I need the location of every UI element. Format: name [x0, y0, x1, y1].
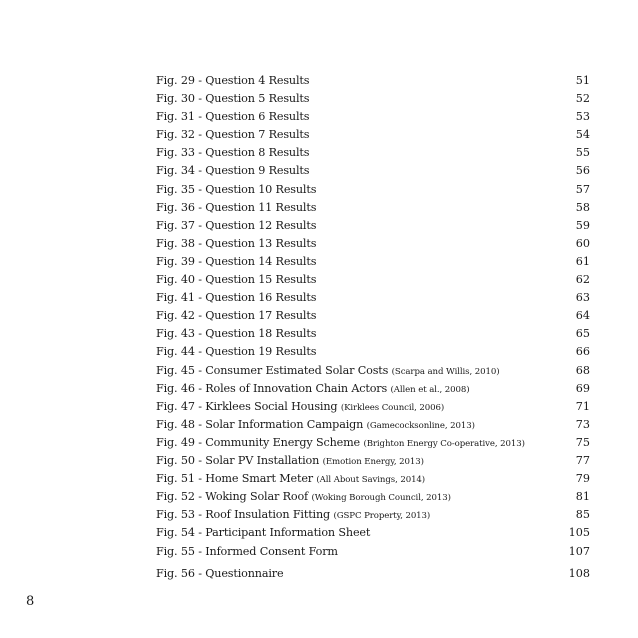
toc-entry — [156, 416, 590, 434]
toc-entry-title: Fig. 56 - Questionnaire — [156, 566, 284, 580]
toc-entry — [156, 434, 590, 452]
toc-entry — [156, 362, 590, 380]
toc-entry-label — [156, 452, 424, 471]
toc-entry-page: 59 — [575, 218, 590, 232]
toc-entry-label — [156, 271, 316, 289]
toc-entry — [156, 181, 590, 199]
toc-entry — [156, 452, 590, 470]
toc-entry-title: Fig. 43 - Question 18 Results — [156, 327, 317, 341]
toc-entry-page: 107 — [568, 545, 590, 559]
toc-entry-title: Fig. 53 - Roof Insulation Fitting — [156, 508, 334, 522]
toc-entry-title: Fig. 39 - Question 14 Results — [156, 254, 317, 268]
toc-entry-page: 85 — [575, 508, 590, 522]
toc-entry-page: 57 — [575, 182, 590, 196]
toc-entry-page: 71 — [575, 399, 590, 413]
toc-entry-page: 62 — [575, 273, 590, 287]
toc-entry-label — [156, 398, 444, 417]
toc-entry-label — [156, 72, 309, 90]
toc-entry-label — [156, 565, 283, 583]
toc-entry — [156, 488, 590, 506]
toc-entry-label — [156, 199, 316, 217]
toc-entry-title: Fig. 48 - Solar Information Campaign — [156, 417, 367, 431]
toc-entry-title: Fig. 55 - Informed Consent Form — [156, 545, 338, 559]
toc-entry-page: 81 — [575, 490, 590, 504]
toc-entry — [156, 343, 590, 361]
toc-entry-page: 53 — [575, 110, 590, 124]
toc-entry-label — [156, 217, 316, 235]
toc-entry — [156, 253, 590, 271]
toc-entry-label — [156, 126, 309, 144]
toc-entry-label — [156, 343, 316, 361]
toc-entry-label — [156, 380, 470, 399]
toc-entry-page: 51 — [575, 74, 590, 87]
toc-entry-title: Fig. 35 - Question 10 Results — [156, 182, 317, 196]
toc-entry — [156, 144, 590, 162]
toc-entry-page: 66 — [575, 345, 590, 359]
toc-entry-citation: (Emotion Energy, 2013) — [322, 456, 424, 467]
toc-entry-page: 64 — [575, 309, 590, 323]
toc-entry-title: Fig. 32 - Question 7 Results — [156, 128, 310, 142]
toc-entry-title: Fig. 42 - Question 17 Results — [156, 309, 317, 323]
toc-entry — [156, 325, 590, 343]
toc-entry — [156, 470, 590, 488]
toc-entry-label — [156, 90, 309, 108]
toc-entry-citation: (Gamecocksonline, 2013) — [366, 420, 475, 431]
toc-entry — [156, 72, 590, 90]
toc-entry-label — [156, 253, 316, 271]
toc-entry — [156, 380, 590, 398]
toc-entry-title: Fig. 31 - Question 6 Results — [156, 110, 310, 124]
toc-entry-title: Fig. 41 - Question 16 Results — [156, 291, 317, 305]
toc-entry-page: 108 — [568, 566, 590, 580]
toc-entry-label — [156, 506, 430, 525]
toc-entry — [156, 506, 590, 524]
toc-entry — [156, 524, 590, 542]
toc-entry-page: 68 — [575, 363, 590, 377]
toc-entry-label — [156, 488, 451, 507]
toc-entry-label — [156, 524, 370, 542]
toc-entry-page: 54 — [575, 128, 590, 142]
toc-entry-title: Fig. 51 - Home Smart Meter — [156, 472, 317, 486]
toc-entry-title: Fig. 38 - Question 13 Results — [156, 236, 317, 250]
toc-entry-page: 55 — [575, 146, 590, 160]
toc-entry — [156, 235, 590, 253]
toc-entry-citation: (All About Savings, 2014) — [316, 475, 426, 486]
toc-entry — [156, 217, 590, 235]
toc-entry-label — [156, 108, 309, 126]
toc-entry-title: Fig. 40 - Question 15 Results — [156, 273, 317, 287]
toc-entry — [156, 289, 590, 307]
toc-entry — [156, 162, 590, 180]
toc-entry-label — [156, 325, 316, 343]
toc-entry-title: Fig. 45 - Consumer Estimated Solar Costs — [156, 363, 392, 377]
toc-entry-title: Fig. 54 - Participant Information Sheet — [156, 526, 371, 540]
toc-entry-citation: (Woking Borough Council, 2013) — [311, 493, 451, 504]
toc-entry-title: Fig. 36 - Question 11 Results — [156, 200, 317, 214]
toc-entry — [156, 90, 590, 108]
toc-entry-page: 60 — [575, 236, 590, 250]
toc-entry-title: Fig. 29 - Question 4 Results — [156, 74, 310, 87]
toc-entry-title: Fig. 47 - Kirklees Social Housing — [156, 399, 341, 413]
toc-entry-title: Fig. 33 - Question 8 Results — [156, 146, 310, 160]
toc-entry — [156, 126, 590, 144]
toc-entry-page: 52 — [575, 92, 590, 106]
toc-entry-page: 65 — [575, 327, 590, 341]
toc-entry-label — [156, 362, 499, 381]
toc-entry-label — [156, 144, 309, 162]
toc-entry-citation: (GSPC Property, 2013) — [333, 511, 431, 522]
list-of-figures — [156, 72, 590, 583]
toc-entry-page: 61 — [575, 254, 590, 268]
toc-entry-page: 58 — [575, 200, 590, 214]
toc-entry-label — [156, 289, 316, 307]
toc-entry-label — [156, 416, 475, 435]
toc-entry — [156, 543, 590, 561]
toc-entry — [156, 199, 590, 217]
toc-entry-page: 79 — [575, 472, 590, 486]
toc-entry-page: 75 — [575, 435, 590, 449]
toc-entry-page: 56 — [575, 164, 590, 178]
page-number: 8 — [26, 594, 35, 609]
toc-entry-citation: (Brighton Energy Co-operative, 2013) — [363, 438, 525, 449]
toc-entry — [156, 398, 590, 416]
toc-entry-title: Fig. 50 - Solar PV Installation — [156, 453, 323, 467]
toc-entry-title: Fig. 52 - Woking Solar Roof — [156, 490, 312, 504]
toc-entry-label — [156, 235, 316, 253]
toc-entry-title: Fig. 49 - Community Energy Scheme — [156, 435, 364, 449]
toc-entry-label — [156, 434, 525, 453]
toc-entry-title: Fig. 34 - Question 9 Results — [156, 164, 310, 178]
toc-entry-page: 73 — [575, 417, 590, 431]
toc-entry-citation: (Kirklees Council, 2006) — [340, 402, 445, 413]
toc-entry-citation: (Allen et al., 2008) — [390, 384, 470, 395]
toc-entry-page: 77 — [575, 453, 590, 467]
toc-entry-label — [156, 307, 316, 325]
toc-entry-title: Fig. 46 - Roles of Innovation Chain Actors — [156, 381, 391, 395]
toc-entry-title: Fig. 44 - Question 19 Results — [156, 345, 317, 359]
toc-entry-page: 69 — [575, 381, 590, 395]
toc-entry-label — [156, 162, 309, 180]
toc-entry — [156, 108, 590, 126]
toc-entry-label — [156, 470, 425, 489]
toc-entry-label — [156, 543, 338, 561]
toc-entry-title: Fig. 37 - Question 12 Results — [156, 218, 317, 232]
toc-entry — [156, 307, 590, 325]
toc-entry — [156, 565, 590, 583]
toc-entry-citation: (Scarpa and Willis, 2010) — [391, 366, 500, 377]
toc-entry — [156, 271, 590, 289]
toc-entry-label — [156, 181, 316, 199]
toc-entry-page: 63 — [575, 291, 590, 305]
toc-entry-title: Fig. 30 - Question 5 Results — [156, 92, 310, 106]
toc-entry-page: 105 — [568, 526, 590, 540]
